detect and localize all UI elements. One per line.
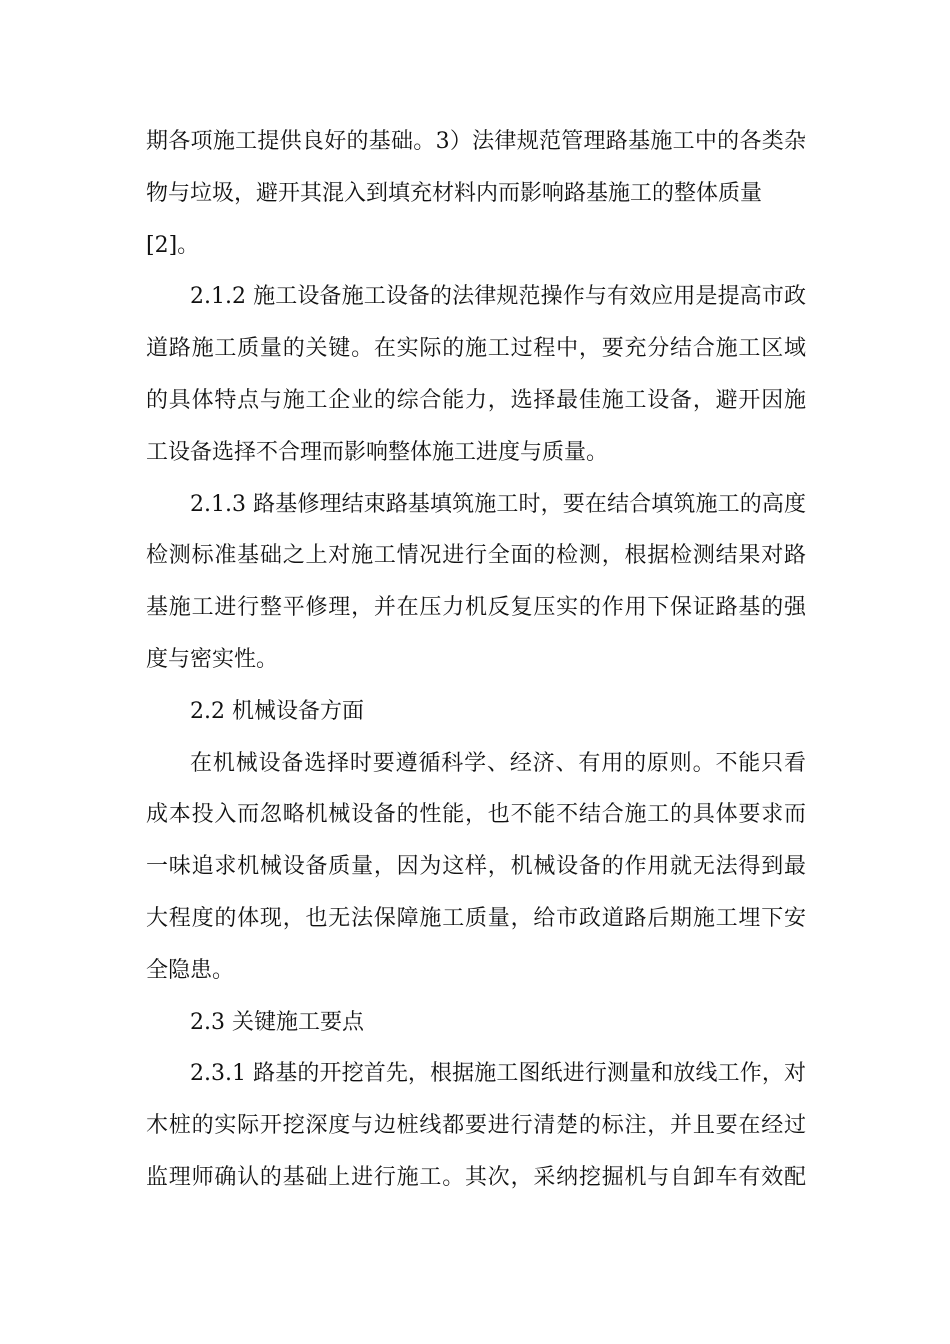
text-line: 度与密实性。: [146, 646, 279, 672]
text-line: 2.3.1 路基的开挖首先，根据施工图纸进行测量和放线工作，对: [190, 1061, 806, 1087]
text-line: 期各项施工提供良好的基础。3）法律规范管理路基施工中的各类杂: [146, 129, 806, 154]
text-line: 检测标准基础之上对施工情况进行全面的检测，根据检测结果对路: [146, 543, 806, 569]
body-text: [146, 116, 806, 1204]
text-line: 一味追求机械设备质量，因为这样，机械设备的作用就无法得到最: [146, 854, 806, 880]
text-line: 道路施工质量的关键。在实际的施工过程中，要充分结合施工区域: [146, 336, 806, 362]
text-line: 2.2 机械设备方面: [190, 698, 364, 724]
text-line: 全隐患。: [146, 957, 235, 983]
text-line: 木桩的实际开挖深度与边桩线都要进行清楚的标注，并且要在经过: [146, 1113, 806, 1139]
text-line: 的具体特点与施工企业的综合能力，选择最佳施工设备，避开因施: [146, 387, 806, 413]
text-line: 监理师确认的基础上进行施工。其次，采纳挖掘机与自卸车有效配: [146, 1164, 806, 1190]
text-line: 工设备选择不合理而影响整体施工进度与质量。: [146, 439, 609, 465]
text-line: 物与垃圾，避开其混入到填充材料内而影响路基施工的整体质量: [146, 180, 763, 206]
text-line: 大程度的体现，也无法保障施工质量，给市政道路后期施工埋下安: [146, 905, 806, 931]
text-line: [2]。: [146, 232, 200, 258]
text-line: 基施工进行整平修理，并在压力机反复压实的作用下保证路基的强: [146, 595, 806, 621]
text-line: 2.1.3 路基修理结束路基填筑施工时，要在结合填筑施工的高度: [190, 491, 806, 517]
text-line: 在机械设备选择时要遵循科学、经济、有用的原则。不能只看: [190, 750, 806, 776]
text-line: 2.3 关键施工要点: [190, 1009, 364, 1035]
text-line: 2.1.2 施工设备施工设备的法律规范操作与有效应用是提高市政: [190, 284, 806, 310]
text-line: 成本投入而忽略机械设备的性能，也不能不结合施工的具体要求而: [146, 802, 806, 828]
